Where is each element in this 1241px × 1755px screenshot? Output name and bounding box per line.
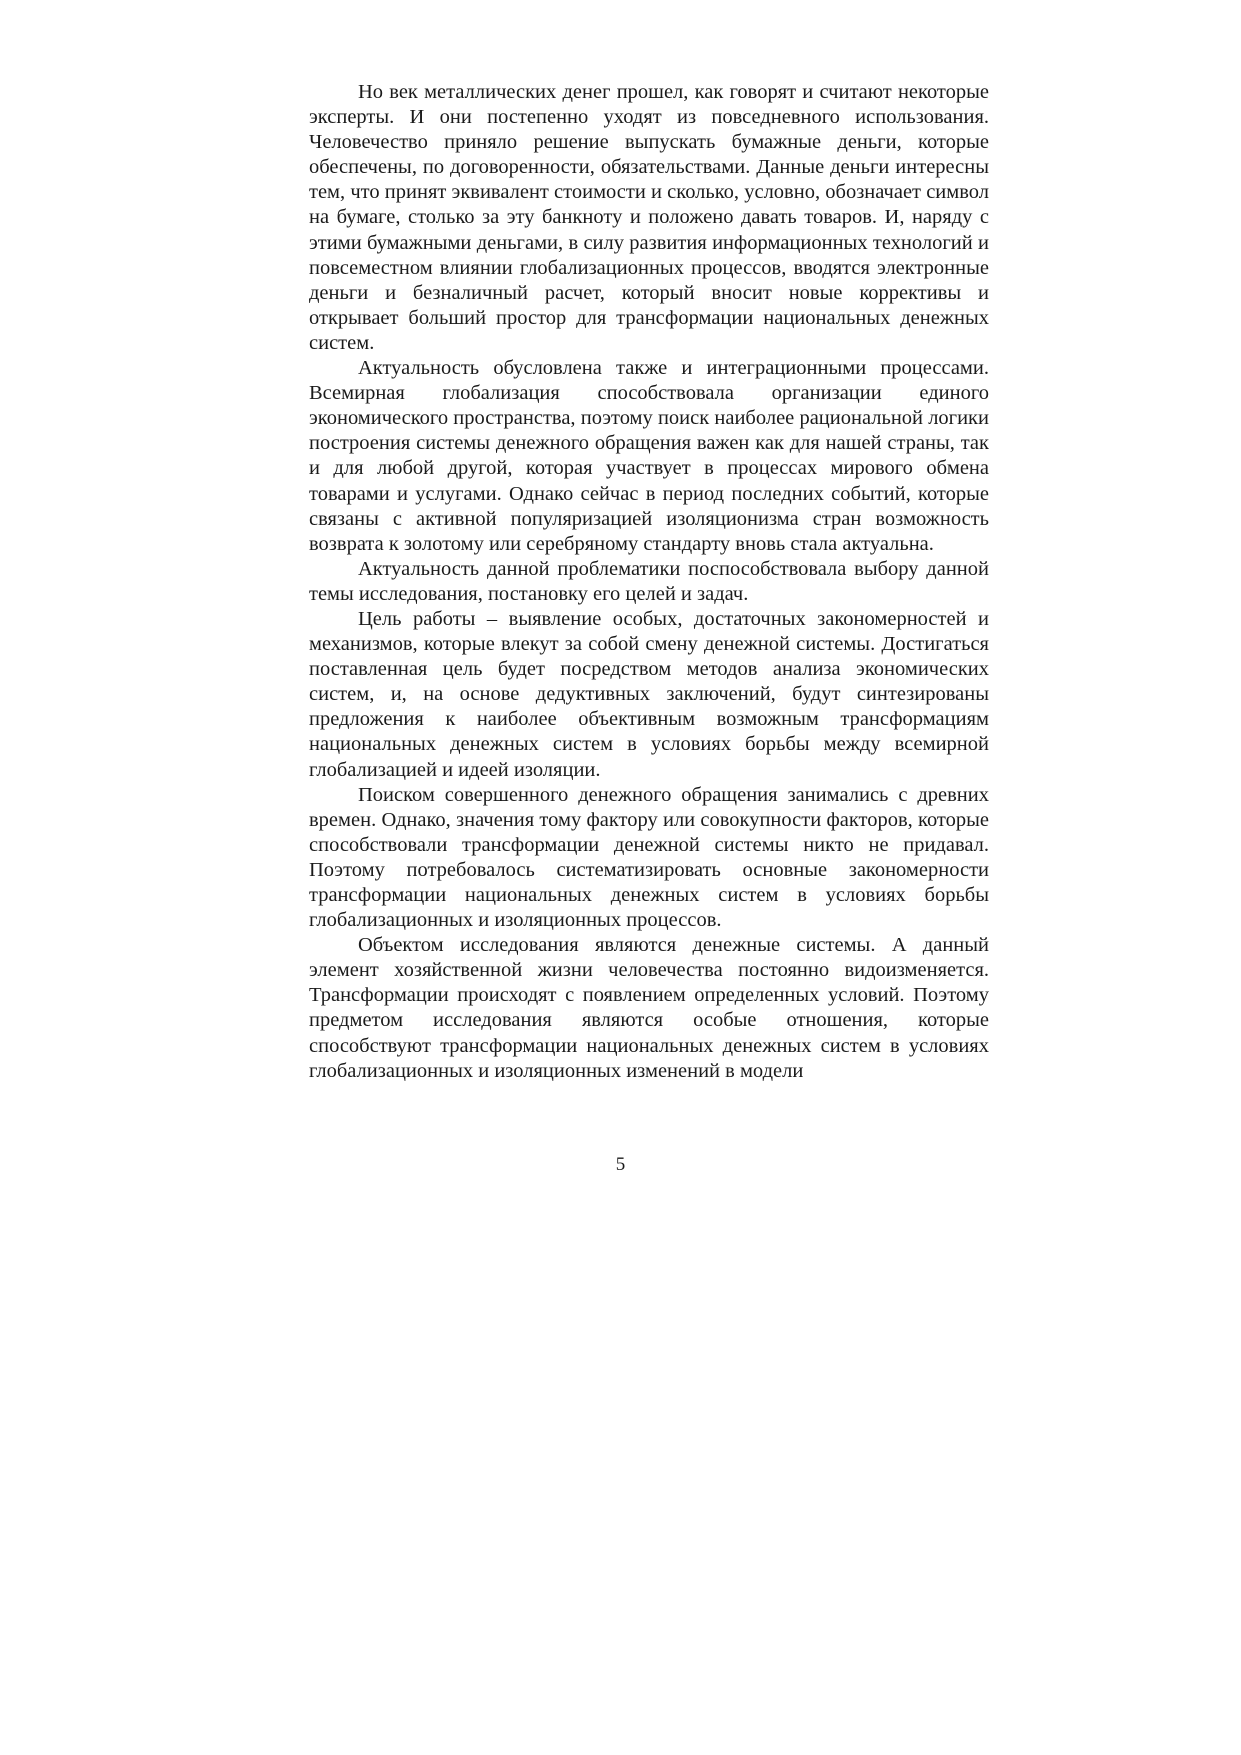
paragraph-goal: Цель работы – выявление особых, достаточных закономерностей и механизмов, которые влекут за собой смену денежной системы. Достигаться поставленная цель будет посредством методов анализа экономических систем, и, на основе дедуктивных заключений, будут синтезированы предложения к наиболее объективным возможным трансформациям национальных денежных систем в условиях борьбы между всемирной глобализацией и идеей изоляции. xyxy=(309,607,989,781)
paragraph-object-subject: Объектом исследования являются денежные системы. А данный элемент хозяйственной жизни человечества постоянно видоизменяется. Трансформации происходят с появлением определенных условий. Поэтому предметом исследования являются особые отношения, которые способствуют трансформации национальных денежных систем в условиях глобализационных и изоляционных изменений в модели xyxy=(309,934,989,1082)
body-text xyxy=(309,80,989,1084)
paragraph-search: Поиском совершенного денежного обращения занимались с древних времен. Однако, значения тому фактору или совокупности факторов, которые способствовали трансформации денежной системы никто не придавал. Поэтому потребовалось систематизировать основные закономерности трансформации национальных денежных систем в условиях борьбы глобализационных и изоляционных процессов. xyxy=(309,783,989,932)
paragraph-money-history: Но век металлических денег прошел, как говорят и считают некоторые эксперты. И они постепенно уходят из повседневного использования. Человечество приняло решение выпускать бумажные деньги, которые обеспечены, по договоренности, обязательствами. Данные деньги интересны тем, что принят эквивалент стоимости и сколько, условно, обозначает символ на бумаге, столько за эту банкноту и положено давать товаров. И, наряду с этими бумажными деньгами, в силу развития информационных технологий и повсеместном влиянии глобализационных процессов, вводятся электронные деньги и безналичный расчет, который вносит новые коррективы и открывает больший простор для трансформации национальных денежных систем. xyxy=(309,81,989,354)
paragraph-relevance-integration: Актуальность обусловлена также и интеграционными процессами. Всемирная глобализация способствовала организации единого экономического пространства, поэтому поиск наиболее рациональной логики построения системы денежного обращения важен как для нашей страны, так и для любой другой, которая участвует в процессах мирового обмена товарами и услугами. Однако сейчас в период последних событий, которые связаны с активной популяризацией изоляционизма стран возможность возврата к золотому или серебряному стандарту вновь стала актуальна. xyxy=(309,357,989,555)
paragraph-relevance-topic: Актуальность данной проблематики поспособствовала выбору данной темы исследования, постановку его целей и задач. xyxy=(309,557,989,605)
page-number: 5 xyxy=(615,1154,626,1175)
